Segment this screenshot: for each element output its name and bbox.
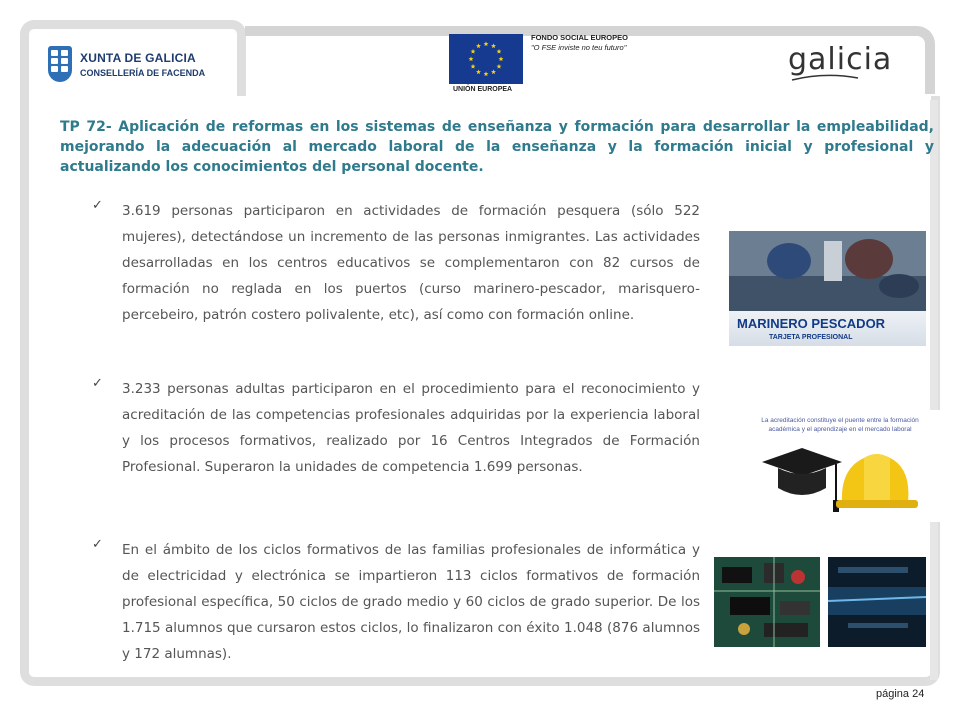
fishing-boat-photo <box>729 231 926 311</box>
checkmark-icon: ✓ <box>92 537 103 552</box>
fse-block <box>531 33 628 52</box>
bullet-text: 3.233 personas adultas participaron en el procedimiento para el reconocimiento y acreditación de las competencias profesionales adquiridas por la experiencia laboral y los procesos formativos, realizado por 16 Centros Integrados de Formación Profesional. Superaron la unidades de competencia 1.699 personas. <box>122 381 700 475</box>
section-heading: TP 72- Aplicación de reformas en los sistemas de enseñanza y formación para desarrollar la empleabilidad, mejorando la adecuación al mercado laboral de la enseñanza y la formación inicial y profesional y actualizando los conocimientos del personal docente. <box>60 119 934 175</box>
page-number: página 24 <box>876 688 925 700</box>
acreditacion-caption: La acreditación constituye el puente entre la formación académica y el aprendizaje en el mercado laboral <box>761 417 919 433</box>
xunta-logo <box>48 44 205 84</box>
bullet-text: En el ámbito de los ciclos formativos de las familias profesionales de informática y de electricidad y electrónica se impartieron 113 ciclos formativos de formación profesional específica, 50 ciclos de grado medio y 60 ciclos de grado superior. De los 1.715 alumnos que cursaron estos ciclos, lo finalizaron con éxito 1.048 (876 alumnos y 172 alumnas). <box>122 542 700 662</box>
bullet-text: 3.619 personas participaron en actividades de formación pesquera (sólo 522 mujeres), detectándose un incremento de las personas inmigrantes. Las actividades desarrolladas en los centros educativos se complementaron con 82 cursos de formación no reglada en los puertos (curso marinero-pescador, marisquero-percebeiro, patrón costero polivalente, etc), así como con formación online. <box>122 203 700 323</box>
eu-flag-icon <box>449 34 523 84</box>
marinero-pescador-image <box>729 231 926 346</box>
bullet-item <box>92 537 700 667</box>
checkmark-icon: ✓ <box>92 376 103 391</box>
marinero-title: MARINERO PESCADOR <box>737 316 886 331</box>
checkmark-icon: ✓ <box>92 198 103 213</box>
circuit-board-photo <box>714 557 820 647</box>
xunta-crest-icon <box>48 46 72 82</box>
eu-caption: UNIÓN EUROPEA <box>453 86 513 93</box>
galicia-swoosh-icon <box>790 74 860 82</box>
fse-slogan: "O FSE inviste no teu futuro" <box>531 43 627 52</box>
fse-title: FONDO SOCIAL EUROPEO <box>531 33 628 42</box>
xunta-name: XUNTA DE GALICIA <box>80 50 196 65</box>
bullet-item <box>92 376 700 480</box>
bullet-item <box>92 198 700 328</box>
acreditacion-image <box>740 410 941 522</box>
frame-shade <box>930 100 938 680</box>
xunta-department: CONSELLERÍA DE FACENDA <box>80 67 206 78</box>
digital-technology-photo <box>828 557 926 647</box>
mortarboard-helmet-icon <box>740 410 941 522</box>
galicia-logo: galicia <box>788 42 893 77</box>
marinero-subtitle: TARJETA PROFESIONAL <box>769 334 853 341</box>
